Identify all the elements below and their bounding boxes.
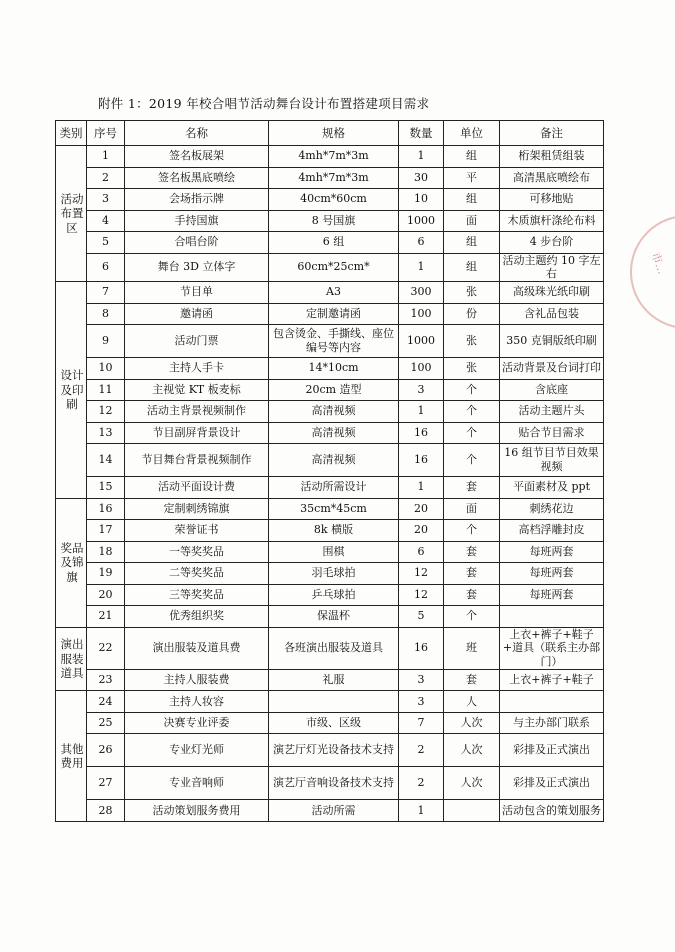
spec-cell: 60cm*25cm* — [269, 253, 399, 282]
unit-cell: 人次 — [444, 767, 500, 800]
category-label: 活动布置区 — [60, 191, 84, 235]
quantity-cell: 1000 — [399, 210, 444, 232]
name-cell: 演出服装及道具费 — [125, 627, 269, 669]
spec-cell: 羽毛球拍 — [269, 563, 399, 585]
unit-cell: 个 — [444, 422, 500, 444]
quantity-cell: 6 — [399, 232, 444, 254]
name-cell: 决赛专业评委 — [125, 712, 269, 734]
unit-cell: 面 — [444, 210, 500, 232]
quantity-cell: 20 — [399, 520, 444, 542]
number-cell: 23 — [87, 669, 125, 691]
quantity-cell: 16 — [399, 627, 444, 669]
category-cell — [56, 627, 87, 691]
category-label: 其他费用 — [60, 741, 84, 770]
name-cell: 合唱台阶 — [125, 232, 269, 254]
quantity-cell: 100 — [399, 358, 444, 380]
name-cell: 定制刺绣锦旗 — [125, 498, 269, 520]
note-cell: 4 步台阶 — [500, 232, 604, 254]
table-row — [56, 422, 604, 444]
quantity-cell: 10 — [399, 189, 444, 211]
number-cell: 21 — [87, 606, 125, 628]
quantity-cell: 1 — [399, 477, 444, 499]
note-cell: 可移地贴 — [500, 189, 604, 211]
table-row — [56, 563, 604, 585]
note-cell: 含底座 — [500, 379, 604, 401]
name-cell: 荣誉证书 — [125, 520, 269, 542]
spec-cell: 4mh*7m*3m — [269, 146, 399, 168]
header-quantity: 数量 — [399, 121, 444, 146]
spec-cell: 高清视频 — [269, 401, 399, 423]
table-row — [56, 767, 604, 800]
number-cell: 9 — [87, 325, 125, 358]
category-label: 设计及印刷 — [60, 368, 84, 411]
spec-cell — [269, 691, 399, 713]
number-cell: 17 — [87, 520, 125, 542]
table-row — [56, 498, 604, 520]
spec-cell: 演艺厅灯光设备技术支持 — [269, 734, 399, 767]
number-cell: 7 — [87, 282, 125, 304]
name-cell: 一等奖奖品 — [125, 541, 269, 563]
header-name: 名称 — [125, 121, 269, 146]
table-row — [56, 520, 604, 542]
number-cell: 8 — [87, 303, 125, 325]
number-cell: 24 — [87, 691, 125, 713]
spec-cell: 各班演出服装及道具 — [269, 627, 399, 669]
quantity-cell: 6 — [399, 541, 444, 563]
unit-cell: 套 — [444, 584, 500, 606]
table-row — [56, 584, 604, 606]
number-cell: 12 — [87, 401, 125, 423]
note-cell: 每班两套 — [500, 584, 604, 606]
number-cell: 3 — [87, 189, 125, 211]
unit-cell: 个 — [444, 379, 500, 401]
table-row — [56, 627, 604, 669]
name-cell: 邀请函 — [125, 303, 269, 325]
spec-cell: 高清视频 — [269, 422, 399, 444]
number-cell: 26 — [87, 734, 125, 767]
number-cell: 2 — [87, 167, 125, 189]
table-row — [56, 606, 604, 628]
unit-cell: 张 — [444, 282, 500, 304]
quantity-cell: 20 — [399, 498, 444, 520]
spec-cell: 14*10cm — [269, 358, 399, 380]
note-cell: 16 组节目节目效果视频 — [500, 444, 604, 477]
unit-cell: 套 — [444, 669, 500, 691]
quantity-cell: 3 — [399, 379, 444, 401]
header-spec: 规格 — [269, 121, 399, 146]
table-row — [56, 189, 604, 211]
name-cell: 签名板黑底喷绘 — [125, 167, 269, 189]
name-cell: 二等奖奖品 — [125, 563, 269, 585]
table-row — [56, 477, 604, 499]
name-cell: 节目副屏背景设计 — [125, 422, 269, 444]
requirements-table — [55, 120, 604, 822]
unit-cell: 套 — [444, 477, 500, 499]
name-cell: 会场指示牌 — [125, 189, 269, 211]
table-row — [56, 146, 604, 168]
category-label: 奖品及锦旗 — [60, 540, 84, 584]
document-title: 附件 1：2019 年校合唱节活动舞台设计布置搭建项目需求 — [98, 96, 430, 111]
name-cell: 专业灯光师 — [125, 734, 269, 767]
note-cell: 桁架租赁组装 — [500, 146, 604, 168]
quantity-cell: 1 — [399, 253, 444, 282]
table-row — [56, 401, 604, 423]
note-cell: 刺绣花边 — [500, 498, 604, 520]
spec-cell: 40cm*60cm — [269, 189, 399, 211]
unit-cell: 人次 — [444, 712, 500, 734]
number-cell: 16 — [87, 498, 125, 520]
note-cell: 木质旗杆涤纶布料 — [500, 210, 604, 232]
name-cell: 手持国旗 — [125, 210, 269, 232]
unit-cell: 组 — [444, 189, 500, 211]
spec-cell: 围棋 — [269, 541, 399, 563]
note-cell: 与主办部门联系 — [500, 712, 604, 734]
name-cell: 主持人手卡 — [125, 358, 269, 380]
number-cell: 1 — [87, 146, 125, 168]
table-row — [56, 253, 604, 282]
note-cell — [500, 691, 604, 713]
quantity-cell: 16 — [399, 444, 444, 477]
unit-cell: 组 — [444, 146, 500, 168]
note-cell: 彩排及正式演出 — [500, 734, 604, 767]
quantity-cell: 300 — [399, 282, 444, 304]
header-unit: 单位 — [444, 121, 500, 146]
quantity-cell: 1 — [399, 146, 444, 168]
number-cell: 14 — [87, 444, 125, 477]
category-label: 演出服装道具 — [60, 637, 84, 681]
note-cell: 含礼品包装 — [500, 303, 604, 325]
note-cell: 高级珠光纸印刷 — [500, 282, 604, 304]
spec-cell: 8k 横版 — [269, 520, 399, 542]
note-cell: 贴合节目需求 — [500, 422, 604, 444]
category-cell — [56, 498, 87, 627]
header-number: 序号 — [87, 121, 125, 146]
number-cell: 10 — [87, 358, 125, 380]
spec-cell: 4mh*7m*3m — [269, 167, 399, 189]
spec-cell: 乒乓球拍 — [269, 584, 399, 606]
name-cell: 活动门票 — [125, 325, 269, 358]
quantity-cell: 2 — [399, 734, 444, 767]
name-cell: 三等奖奖品 — [125, 584, 269, 606]
note-cell: 彩排及正式演出 — [500, 767, 604, 800]
note-cell: 上衣+裤子+鞋子+道具（联系主办部门） — [500, 627, 604, 669]
unit-cell: 面 — [444, 498, 500, 520]
name-cell: 专业音响师 — [125, 767, 269, 800]
spec-cell: 演艺厅音响设备技术支持 — [269, 767, 399, 800]
table-body — [56, 146, 604, 822]
spec-cell: 8 号国旗 — [269, 210, 399, 232]
number-cell: 5 — [87, 232, 125, 254]
quantity-cell: 1 — [399, 800, 444, 822]
unit-cell: 套 — [444, 541, 500, 563]
unit-cell: 个 — [444, 606, 500, 628]
spec-cell: 高清视频 — [269, 444, 399, 477]
note-cell: 活动主题片头 — [500, 401, 604, 423]
table-row — [56, 691, 604, 713]
table-row — [56, 379, 604, 401]
table-row — [56, 325, 604, 358]
spec-cell: 35cm*45cm — [269, 498, 399, 520]
table-row — [56, 210, 604, 232]
note-cell: 350 克铜版纸印刷 — [500, 325, 604, 358]
category-cell — [56, 282, 87, 499]
unit-cell: 人次 — [444, 734, 500, 767]
spec-cell: 定制邀请函 — [269, 303, 399, 325]
note-cell: 每班两套 — [500, 563, 604, 585]
unit-cell: 张 — [444, 358, 500, 380]
category-cell — [56, 146, 87, 282]
table-row — [56, 282, 604, 304]
quantity-cell: 16 — [399, 422, 444, 444]
number-cell: 4 — [87, 210, 125, 232]
unit-cell: 平 — [444, 167, 500, 189]
quantity-cell: 3 — [399, 691, 444, 713]
spec-cell: 礼服 — [269, 669, 399, 691]
unit-cell: 人 — [444, 691, 500, 713]
table-row — [56, 541, 604, 563]
name-cell: 节目单 — [125, 282, 269, 304]
unit-cell: 个 — [444, 520, 500, 542]
quantity-cell: 1000 — [399, 325, 444, 358]
spec-cell: 包含烫金、手撕线、座位编号等内容 — [269, 325, 399, 358]
spec-cell: 20cm 造型 — [269, 379, 399, 401]
name-cell: 优秀组织奖 — [125, 606, 269, 628]
spec-cell: 活动所需设计 — [269, 477, 399, 499]
quantity-cell: 3 — [399, 669, 444, 691]
name-cell: 主持人妆容 — [125, 691, 269, 713]
note-cell: 上衣+裤子+鞋子 — [500, 669, 604, 691]
seal-text: 市… — [648, 250, 669, 276]
category-cell — [56, 691, 87, 822]
note-cell: 高档浮雕封皮 — [500, 520, 604, 542]
number-cell: 11 — [87, 379, 125, 401]
number-cell: 19 — [87, 563, 125, 585]
name-cell: 节目舞台背景视频制作 — [125, 444, 269, 477]
note-cell — [500, 606, 604, 628]
quantity-cell: 12 — [399, 563, 444, 585]
unit-cell: 张 — [444, 325, 500, 358]
note-cell: 活动包含的策划服务 — [500, 800, 604, 822]
name-cell: 活动平面设计费 — [125, 477, 269, 499]
name-cell: 舞台 3D 立体字 — [125, 253, 269, 282]
unit-cell: 组 — [444, 232, 500, 254]
header-row — [56, 121, 604, 146]
note-cell: 活动背景及台词打印 — [500, 358, 604, 380]
unit-cell: 个 — [444, 401, 500, 423]
quantity-cell: 100 — [399, 303, 444, 325]
spec-cell: 市级、区级 — [269, 712, 399, 734]
table-row — [56, 800, 604, 822]
number-cell: 25 — [87, 712, 125, 734]
red-seal — [630, 215, 675, 329]
note-cell: 高清黑底喷绘布 — [500, 167, 604, 189]
note-cell: 平面素材及 ppt — [500, 477, 604, 499]
header-category: 类别 — [56, 121, 87, 146]
number-cell: 18 — [87, 541, 125, 563]
name-cell: 活动策划服务费用 — [125, 800, 269, 822]
number-cell: 28 — [87, 800, 125, 822]
spec-cell: 6 组 — [269, 232, 399, 254]
table-row — [56, 303, 604, 325]
name-cell: 活动主背景视频制作 — [125, 401, 269, 423]
number-cell: 22 — [87, 627, 125, 669]
number-cell: 13 — [87, 422, 125, 444]
spec-cell: 保温杯 — [269, 606, 399, 628]
spec-cell: 活动所需 — [269, 800, 399, 822]
header-note: 备注 — [500, 121, 604, 146]
table-row — [56, 669, 604, 691]
note-cell: 每班两套 — [500, 541, 604, 563]
quantity-cell: 5 — [399, 606, 444, 628]
quantity-cell: 2 — [399, 767, 444, 800]
spec-cell: A3 — [269, 282, 399, 304]
number-cell: 15 — [87, 477, 125, 499]
unit-cell — [444, 800, 500, 822]
quantity-cell: 1 — [399, 401, 444, 423]
table-row — [56, 734, 604, 767]
table-row — [56, 232, 604, 254]
name-cell: 签名板展架 — [125, 146, 269, 168]
quantity-cell: 7 — [399, 712, 444, 734]
table-row — [56, 712, 604, 734]
note-cell: 活动主题约 10 字左右 — [500, 253, 604, 282]
number-cell: 6 — [87, 253, 125, 282]
unit-cell: 组 — [444, 253, 500, 282]
name-cell: 主持人服装费 — [125, 669, 269, 691]
quantity-cell: 30 — [399, 167, 444, 189]
table-row — [56, 167, 604, 189]
table-row — [56, 358, 604, 380]
unit-cell: 个 — [444, 444, 500, 477]
number-cell: 27 — [87, 767, 125, 800]
quantity-cell: 12 — [399, 584, 444, 606]
unit-cell: 份 — [444, 303, 500, 325]
unit-cell: 套 — [444, 563, 500, 585]
table-row — [56, 444, 604, 477]
name-cell: 主视觉 KT 板麦标 — [125, 379, 269, 401]
unit-cell: 班 — [444, 627, 500, 669]
number-cell: 20 — [87, 584, 125, 606]
